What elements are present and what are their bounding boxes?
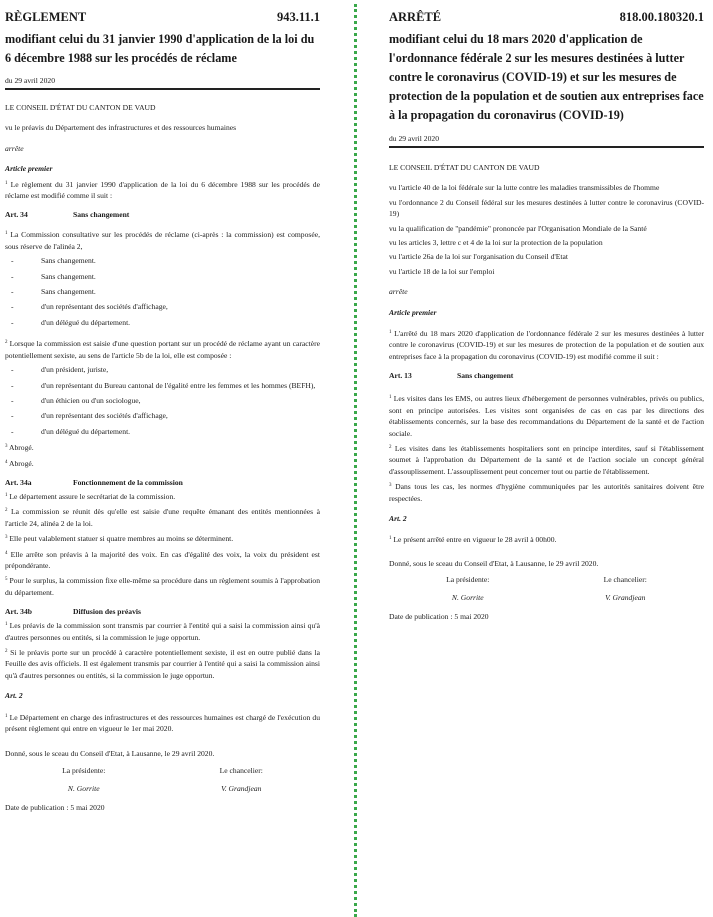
art-2-heading: Art. 2 xyxy=(5,691,23,701)
article-premier-heading: Article premier xyxy=(5,164,53,174)
art-2-heading: Art. 2 xyxy=(389,513,407,523)
art-34a-heading: Art. 34a Fonctionnement de la commission xyxy=(5,477,183,487)
art-34-list2 xyxy=(5,364,320,437)
art-34a-al2: $^2$ La commission se réunit dès qu'elle est saisie d'une requête émanant des entités mentionnées à l'article 24, alinéa 2 de la loi. xyxy=(5,507,320,528)
art-13-al3: $^3$ Dans tous les cas, les normes d'hygiène communiquées par les autorités sanitaires doivent être respectées. xyxy=(389,482,704,503)
list-item: - Sans changement. xyxy=(11,287,96,297)
signatures xyxy=(389,575,704,602)
art-34-al2: $^2$ Lorsque la commission est saisie d'une question portant sur un procédé de réclame ayant un caractère potentiellement sexiste, au sens de l'article 5b de la loi, elle est composée : xyxy=(5,339,320,360)
arrete-label: arrête xyxy=(5,143,24,153)
publication-date: Date de publication : 5 mai 2020 xyxy=(5,802,105,812)
reglement-header xyxy=(5,10,320,25)
list-item: - d'un représentant du Bureau cantonal de l'égalité entre les femmes et les hommes (BEFH), xyxy=(11,380,316,390)
doc-title: modifiant celui du 18 mars 2020 d'application de l'ordonnance fédérale 2 sur les mesures destinées à lutter contre le coronavirus (COVID-19) et sur les mesures de protection de la population et de soutien aux entreprises face à la propagation du coronavirus (COVID-19) xyxy=(389,32,704,122)
doc-date: du 29 avril 2020 xyxy=(5,76,320,90)
signatures xyxy=(5,766,320,793)
list-item: - d'un président, juriste, xyxy=(11,365,109,375)
chancelier-name: V. Grandjean xyxy=(221,783,262,793)
vu-clause: vu l'ordonnance 2 du Conseil fédéral sur les mesures destinées à lutter contre le coronavirus (COVID- 19) xyxy=(389,197,704,219)
presidente-name: N. Gorrite xyxy=(451,593,484,603)
art-13-al1: $^1$ Les visites dans les EMS, ou autres lieux d'hébergement de personnes vulnérables, privés ou publics, sont en principe autorisées. Les visites sont organisées de cas en cas par les directions des établissements concernés, sur la base des recommandations du Département de la santé et de l'action sociale. xyxy=(389,394,705,438)
donne-line: Donné, sous le sceau du Conseil d'Etat, à Lausanne, le 29 avril 2020. xyxy=(5,749,215,759)
art-2-text: $^1$ Le présent arrêté entre en vigueur le 28 avril à 00h00. xyxy=(389,535,557,545)
art-34-al1: $^1$ La Commission consultative sur les procédés de réclame (ci-après : la commission) est composée, sous réserve de l'alinéa 2, xyxy=(5,230,320,251)
intro-paragraph: $^1$ L'arrêté du 18 mars 2020 d'application de l'ordonnance fédérale 2 sur les mesures destinées à lutter contre le coronavirus (COVID-19) et sur les mesures de protection de la population et de soutien aux entreprises face à la propagation du coronavirus (COVID-19) est modifié comme il suit : xyxy=(389,329,704,361)
art-34-heading: Art. 34 Sans changement xyxy=(5,210,130,220)
column-separator xyxy=(354,4,357,917)
list-item: - d'un représentant des sociétés d'affichage, xyxy=(11,411,168,421)
doc-title: modifiant celui du 31 janvier 1990 d'application de la loi du 6 décembre 1988 sur les procédés de réclame xyxy=(5,32,315,65)
arrete-column xyxy=(389,0,704,623)
publication-date: Date de publication : 5 mai 2020 xyxy=(389,612,489,622)
vu-clause: vu la qualification de "pandémie" prononcée par l'Organisation Mondiale de la Santé xyxy=(389,223,647,233)
art-34b-al1: $^1$ Les préavis de la commission sont transmis par courrier à l'entité qui a saisi la commission ainsi qu'à d'autres personnes ou entités, si la commission le juge opportun. xyxy=(5,621,320,642)
vu-clause: vu l'article 40 de la loi fédérale sur la lutte contre les maladies transmissibles de l'homme xyxy=(389,183,660,193)
list-item: - d'un délégué du département. xyxy=(11,317,131,327)
presidente-name: N. Gorrite xyxy=(67,783,100,793)
art-34-list1 xyxy=(5,255,320,328)
art-2-text: $^1$ Le Département en charge des infrastructures et des ressources humaines est chargé de l'exécution du présent règlement qui entre en vigueur le 1er mai 2020. xyxy=(5,712,320,734)
vu-clause: vu le préavis du Département des infrastructures et des ressources humaines xyxy=(5,123,237,133)
art-34b-al2: $^2$ Si le préavis porte sur un procédé à caractère potentiellement sexiste, il est en outre publié dans la Feuille des avis officiels. Il est également transmis par courrier à l'entité qui a saisi la commission ainsi qu'à d'autres personnes ou entités, si la commission le juge opportun. xyxy=(5,648,321,680)
authority: LE CONSEIL D'ÉTAT DU CANTON DE VAUD xyxy=(389,163,540,172)
presidente-label: La présidente: xyxy=(62,765,106,775)
art-34-al3: $^3$ Abrogé. xyxy=(5,443,34,453)
chancelier-label: Le chancelier: xyxy=(219,765,263,775)
doc-type-label: ARRÊTÉ xyxy=(389,10,442,24)
doc-number: 943.11.1 xyxy=(276,10,320,24)
art-34a-al3: $^3$ Elle peut valablement statuer si quatre membres au moins se déterminent. xyxy=(5,534,234,544)
art-34b-heading: Art. 34b Diffusion des préavis xyxy=(5,607,141,617)
art-13-al2: $^2$ Les visites dans les établissements hospitaliers sont en principe interdites, sauf si l'établissement soumet à l'approbation du Département de la santé et de l'action sociale un concept général d'assouplissement. L'assouplissement peut concerner tout ou partie de l'établissement. xyxy=(389,443,704,476)
list-item: - Sans changement. xyxy=(11,256,96,266)
reglement-column xyxy=(5,0,320,813)
art-34a-al1: $^1$ Le département assure le secrétariat de la commission. xyxy=(5,491,176,501)
art-13-heading: Art. 13 Sans changement xyxy=(389,371,514,381)
doc-number: 818.00.180320.1 xyxy=(619,10,704,24)
doc-type-label: RÈGLEMENT xyxy=(5,10,87,24)
presidente-label: La présidente: xyxy=(446,575,490,585)
authority: LE CONSEIL D'ÉTAT DU CANTON DE VAUD xyxy=(5,103,156,112)
doc-date: du 29 avril 2020 xyxy=(389,134,704,148)
donne-line: Donné, sous le sceau du Conseil d'Etat, à Lausanne, le 29 avril 2020. xyxy=(389,558,599,568)
art-34a-al5: $^5$ Pour le surplus, la commission fixe elle-même sa procédure dans un règlement soumis à l'approbation du département. xyxy=(5,576,320,597)
article-premier-heading: Article premier xyxy=(389,307,437,317)
list-item: - Sans changement. xyxy=(11,271,96,281)
vu-clause: vu l'article 18 de la loi sur l'emploi xyxy=(389,266,495,276)
list-item: - d'un éthicien ou d'un sociologue, xyxy=(11,395,141,405)
art-34a-al4: $^4$ Elle arrête son préavis à la majorité des voix. En cas d'égalité des voix, la voix du président est prépondérante. xyxy=(5,549,320,570)
vu-clause: vu l'article 26a de la loi sur l'organisation du Conseil d'Etat xyxy=(389,252,569,262)
arrete-label: arrête xyxy=(389,287,408,297)
list-item: - d'un délégué du département. xyxy=(11,426,131,436)
art-34-al4: $^4$ Abrogé. xyxy=(5,458,34,468)
list-item: - d'un représentant des sociétés d'affichage, xyxy=(11,302,168,312)
vu-clause: vu les articles 3, lettre c et 4 de la loi sur la protection de la population xyxy=(389,238,603,248)
chancelier-label: Le chancelier: xyxy=(603,575,647,585)
intro-paragraph: $^1$ Le règlement du 31 janvier 1990 d'application de la loi du 6 décembre 1988 sur les procédés de réclame est modifié comme il suit : xyxy=(5,179,320,201)
arrete-header xyxy=(389,10,704,25)
chancelier-name: V. Grandjean xyxy=(605,593,646,603)
